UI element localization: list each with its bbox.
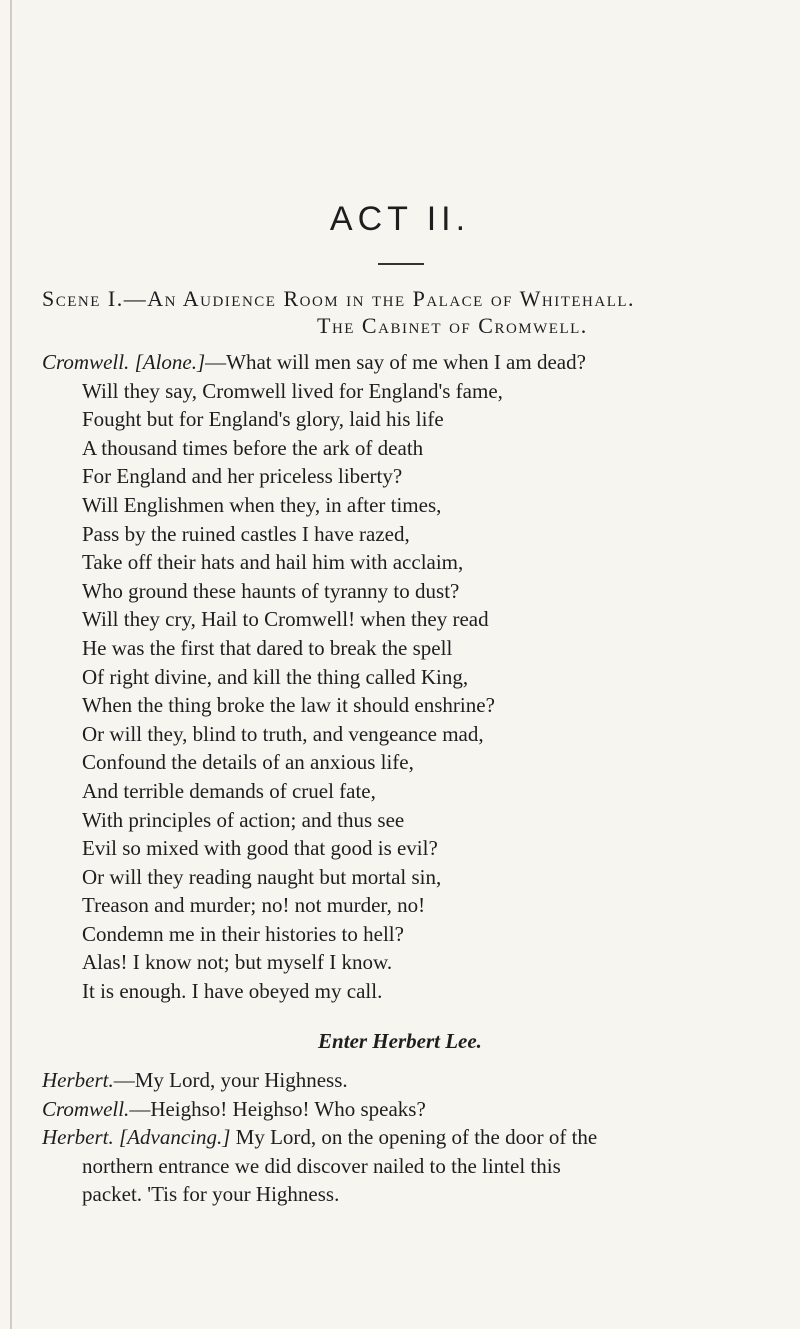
verse-line: Treason and murder; no! not murder, no! xyxy=(82,893,426,918)
verse-line: He was the first that dared to break the spell xyxy=(82,635,453,660)
verse-line: Condemn me in their histories to hell? xyxy=(82,921,404,946)
stage-note: [Advancing.] xyxy=(119,1125,231,1150)
act-title: ACT II. xyxy=(329,200,471,238)
line-text: —What will men say of me when I am dead? xyxy=(205,350,586,374)
monologue-first-line xyxy=(42,348,772,377)
speaker-name: Cromwell. xyxy=(42,350,130,374)
verse-line: Pass by the ruined castles I have razed, xyxy=(82,521,410,546)
scene-heading: Scene I.—An Audience Room in the Palace of Whitehall. xyxy=(42,286,636,311)
verse-block xyxy=(42,377,772,1006)
prose-line: My Lord, on the opening of the door of the xyxy=(235,1125,598,1150)
verse-line: Confound the details of an anxious life, xyxy=(82,750,414,775)
verse-line: It is enough. I have obeyed my call. xyxy=(82,979,383,1004)
line-text: —Heighso! Heighso! Who speaks? xyxy=(129,1096,426,1121)
verse-line: Or will they, blind to truth, and vengeance mad, xyxy=(82,721,484,746)
prose-line: northern entrance we did discover nailed to the lintel this xyxy=(82,1153,561,1178)
verse-line: Who ground these haunts of tyranny to dust? xyxy=(82,578,460,603)
speaker-name: Cromwell. xyxy=(42,1096,130,1121)
dialogue-block xyxy=(42,1066,772,1209)
scene-subheading: The Cabinet of Cromwell. xyxy=(317,313,588,338)
verse-line: For England and her priceless liberty? xyxy=(82,464,403,489)
verse-line: Will they say, Cromwell lived for England's fame, xyxy=(82,378,503,403)
verse-line: Take off their hats and hail him with acclaim, xyxy=(82,550,464,575)
verse-line: A thousand times before the ark of death xyxy=(82,435,424,460)
verse-line: Will Englishmen when they, in after times, xyxy=(82,492,442,517)
title-divider xyxy=(378,263,424,265)
stage-note: [Alone.] xyxy=(134,350,206,374)
verse-line: Will they cry, Hail to Cromwell! when they read xyxy=(82,607,489,632)
stage-direction-enter: Enter Herbert Lee. xyxy=(318,1029,482,1053)
speaker-name: Herbert. xyxy=(42,1125,114,1150)
verse-line: Alas! I know not; but myself I know. xyxy=(82,950,393,975)
verse-line: Evil so mixed with good that good is evil? xyxy=(82,836,438,861)
verse-line: Fought but for England's glory, laid his life xyxy=(82,407,444,432)
verse-line: When the thing broke the law it should enshrine? xyxy=(82,693,495,718)
verse-line: Or will they reading naught but mortal sin, xyxy=(82,864,442,889)
line-text: —My Lord, your Highness. xyxy=(113,1068,348,1092)
dialogue-line-herbert-advancing xyxy=(42,1123,772,1152)
scene-heading-block xyxy=(42,285,800,339)
speaker-name: Herbert. xyxy=(42,1068,114,1092)
prose-line: packet. 'Tis for your Highness. xyxy=(82,1182,340,1207)
cromwell-monologue xyxy=(42,348,772,1006)
dialogue-line-cromwell xyxy=(42,1095,772,1124)
verse-line: And terrible demands of cruel fate, xyxy=(82,778,376,803)
verse-line: Of right divine, and kill the thing called King, xyxy=(82,664,469,689)
dialogue-line-herbert xyxy=(42,1066,772,1095)
verse-line: With principles of action; and thus see xyxy=(82,807,405,832)
